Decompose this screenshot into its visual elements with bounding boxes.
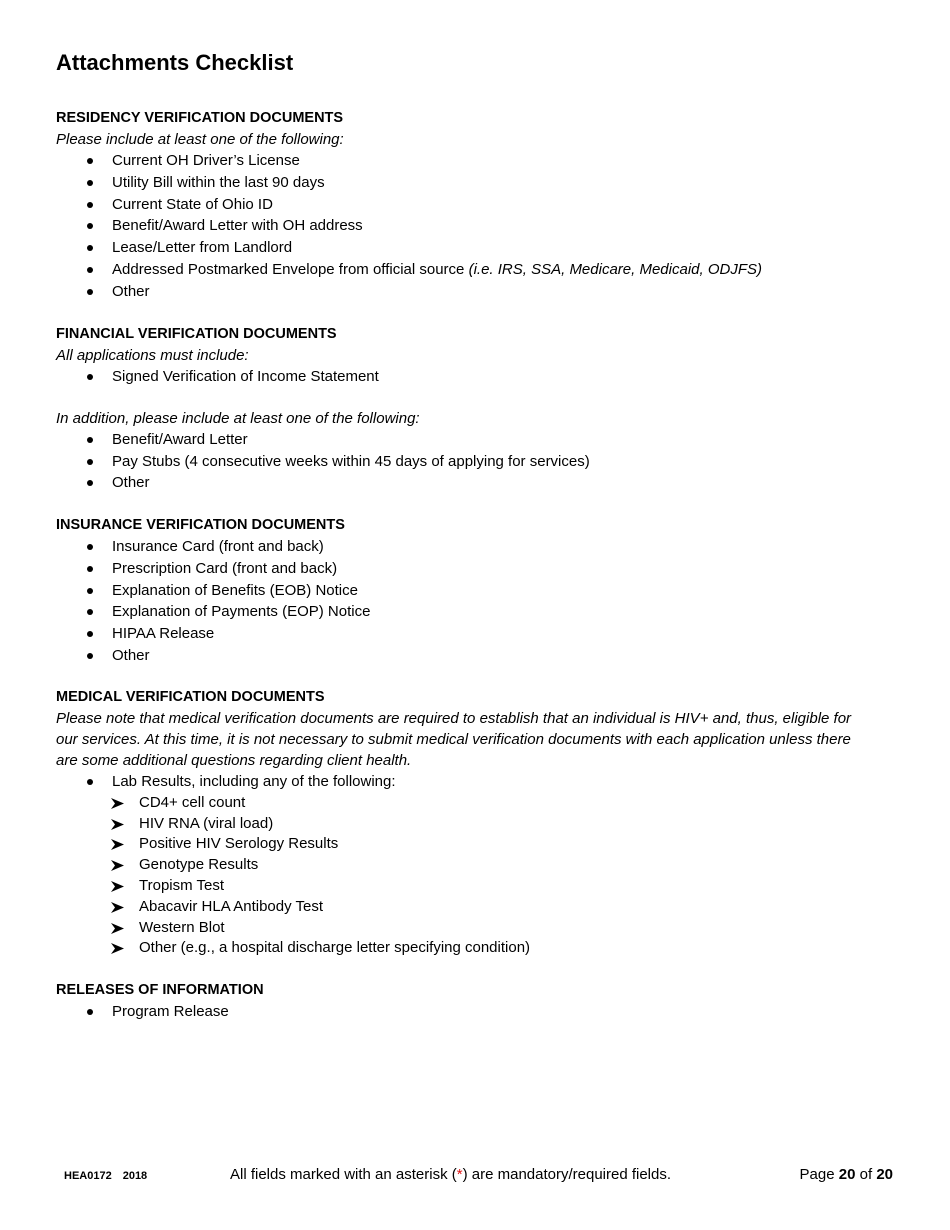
list-item: Other (56, 281, 906, 303)
arrow-bullet-icon (111, 923, 124, 934)
arrow-bullet-icon (111, 839, 124, 850)
required-fields-note (230, 1166, 671, 1183)
sub-list-item (56, 938, 906, 959)
sub-list-item-label: Western Blot (139, 918, 225, 936)
form-code-id: HEA0172 (64, 1170, 112, 1182)
sub-list-item-label: HIV RNA (viral load) (139, 814, 274, 832)
list-item: Explanation of Payments (EOP) Notice (56, 601, 906, 623)
arrow-bullet-icon (111, 943, 124, 954)
form-code (64, 1170, 158, 1182)
sub-list-item-label: Tropism Test (139, 876, 225, 894)
page-title: Attachments Checklist (56, 50, 294, 75)
list-item: Benefit/Award Letter (56, 429, 906, 451)
releases-heading: RELEASES OF INFORMATION (56, 982, 264, 998)
financial-list (56, 429, 906, 494)
page-number: 20 (838, 1166, 856, 1183)
insurance-list (56, 536, 906, 667)
sub-list-item (56, 793, 906, 814)
financial-required-list (56, 366, 906, 388)
list-item: Current OH Driver’s License (56, 150, 906, 172)
sub-list-item-label: Positive HIV Serology Results (139, 835, 339, 853)
insurance-heading: INSURANCE VERIFICATION DOCUMENTS (56, 517, 345, 533)
list-item: Utility Bill within the last 90 days (56, 172, 906, 194)
required-note-prefix: All fields marked with an asterisk ( (230, 1166, 457, 1183)
list-item: Lease/Letter from Landlord (56, 237, 906, 259)
sub-list-item (56, 876, 906, 897)
arrow-bullet-icon (111, 860, 124, 871)
sub-list-item (56, 855, 906, 876)
medical-heading: MEDICAL VERIFICATION DOCUMENTS (56, 689, 325, 705)
list-item: Signed Verification of Income Statement (56, 366, 906, 388)
list-item: Other (56, 645, 906, 667)
sub-list-item (56, 814, 906, 835)
list-item: Prescription Card (front and back) (56, 558, 906, 580)
medical-note-line-2: our services. At this time, it is not necessary to submit medical verification documents with each application unless there (56, 731, 851, 748)
envelope-item-note: (i.e. IRS, SSA, Medicare, Medicaid, ODJFS) (468, 260, 762, 278)
financial-intro-additional: In addition, please include at least one of the following: (56, 409, 420, 427)
residency-heading: RESIDENCY VERIFICATION DOCUMENTS (56, 110, 344, 126)
insurance-section (56, 515, 906, 667)
page-total: 20 (876, 1166, 893, 1183)
page-number-indicator (800, 1166, 893, 1183)
arrow-bullet-icon (111, 902, 124, 913)
sub-list-item-label: CD4+ cell count (139, 793, 246, 811)
of-word: of (859, 1166, 873, 1183)
medical-section (56, 687, 906, 959)
arrow-bullet-icon (111, 819, 124, 830)
residency-list (56, 150, 906, 303)
arrow-bullet-icon (111, 881, 124, 892)
releases-list (56, 1001, 906, 1023)
sub-list-item (56, 897, 906, 918)
medical-note-line-1: Please note that medical verification documents are required to establish that an individual is HIV+ and, thus, eligible for (56, 710, 852, 727)
financial-section (56, 324, 906, 494)
list-item: Other (56, 472, 906, 494)
sub-list-item-label: Other (e.g., a hospital discharge letter specifying condition) (139, 939, 531, 957)
sub-list-item (56, 834, 906, 855)
list-item: Lab Results, including any of the following: (56, 771, 906, 793)
list-item (56, 259, 906, 281)
required-note-suffix: ) are mandatory/required fields. (462, 1166, 672, 1183)
residency-intro: Please include at least one of the following: (56, 131, 344, 148)
list-item: Explanation of Benefits (EOB) Notice (56, 580, 906, 602)
medical-list (56, 771, 906, 793)
list-item: Pay Stubs (4 consecutive weeks within 45 days of applying for services) (56, 451, 906, 473)
sub-list-item-label: Abacavir HLA Antibody Test (139, 897, 323, 915)
asterisk-marker: * (456, 1166, 463, 1183)
form-year: 2018 (122, 1170, 148, 1182)
envelope-item-text: Addressed Postmarked Envelope from official source (112, 260, 465, 278)
list-item: Benefit/Award Letter with OH address (56, 215, 906, 237)
list-item: HIPAA Release (56, 623, 906, 645)
list-item: Insurance Card (front and back) (56, 536, 906, 558)
sub-list-item (56, 918, 906, 939)
lab-results-sublist (56, 793, 906, 959)
medical-note-line-3: are some additional questions regarding client health. (56, 752, 412, 769)
list-item: Current State of Ohio ID (56, 194, 906, 216)
arrow-bullet-icon (111, 798, 124, 809)
releases-section (56, 980, 906, 1023)
residency-section (56, 108, 906, 303)
list-item: Program Release (56, 1001, 906, 1023)
page-word: Page (799, 1166, 835, 1183)
financial-intro: All applications must include: (56, 347, 249, 364)
sub-list-item-label: Genotype Results (139, 856, 259, 874)
financial-heading: FINANCIAL VERIFICATION DOCUMENTS (56, 326, 337, 342)
page-footer (0, 1166, 950, 1186)
